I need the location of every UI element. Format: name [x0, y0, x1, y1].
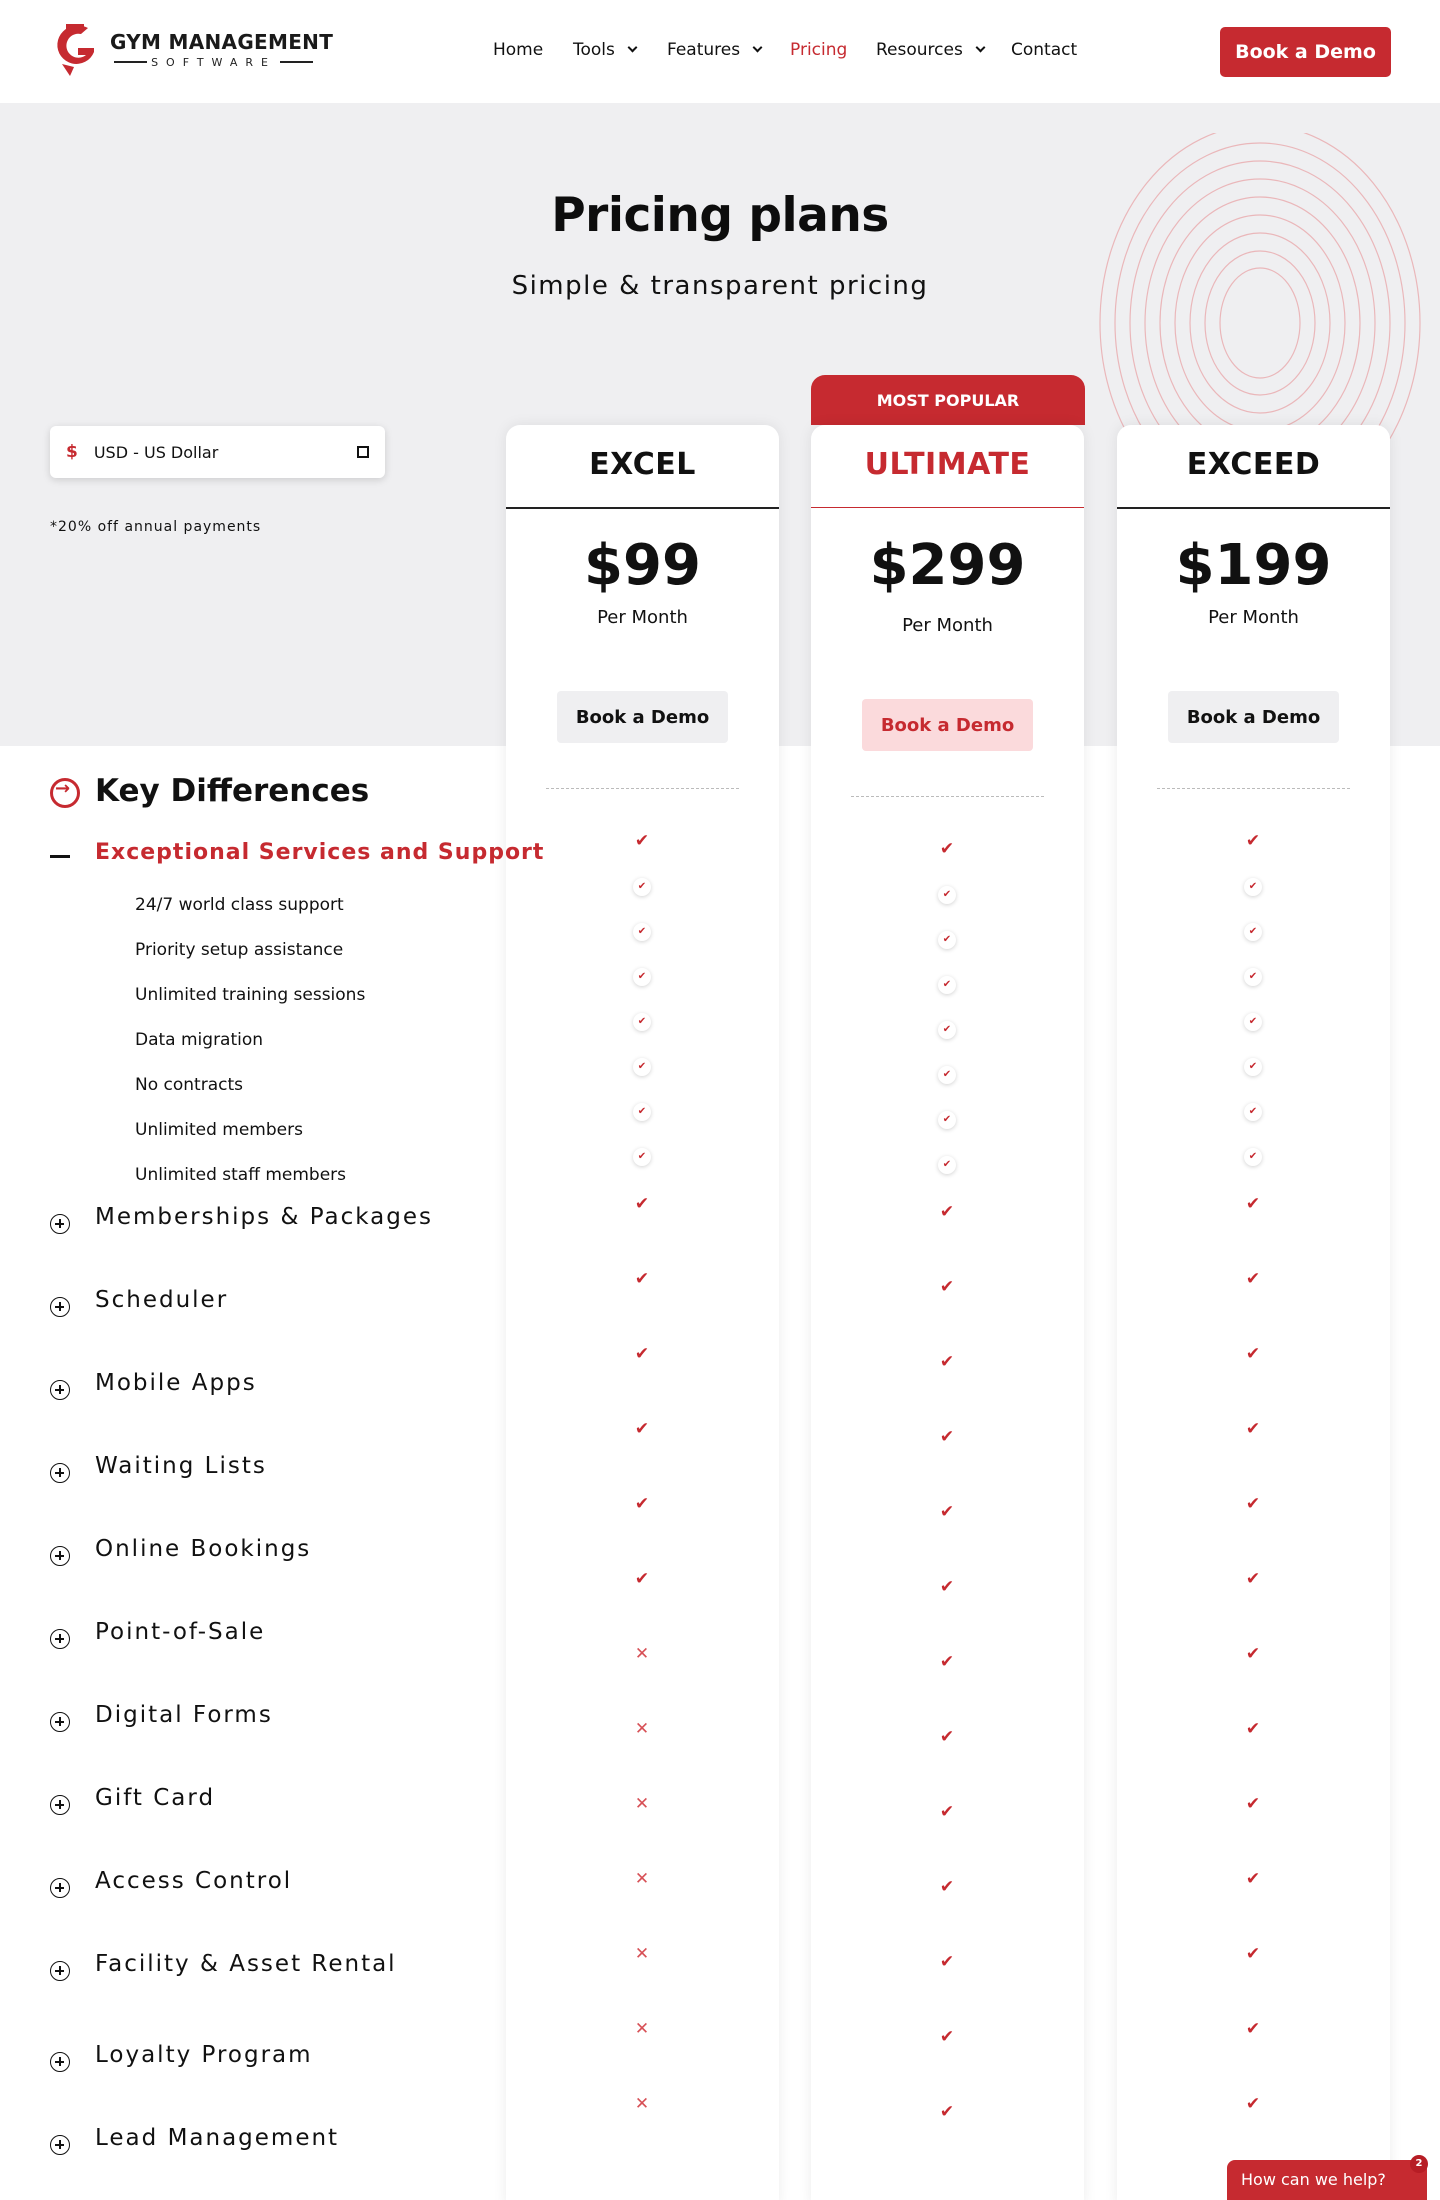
check-icon: ✔	[634, 831, 650, 851]
check-icon: ✔	[634, 1344, 650, 1364]
check-icon: ✔	[938, 1156, 956, 1174]
nav-resources[interactable]: Resources	[876, 40, 984, 60]
dropdown-toggle-icon[interactable]	[357, 446, 369, 458]
check-icon: ✔	[938, 1066, 956, 1084]
check-icon: ✔	[939, 1652, 955, 1672]
check-icon: ✔	[938, 1111, 956, 1129]
check-icon: ✔	[939, 839, 955, 859]
service-item: No contracts	[135, 1075, 243, 1095]
check-icon: ✔	[634, 1494, 650, 1514]
expand-icon[interactable]	[50, 1795, 70, 1815]
check-icon: ✔	[1244, 878, 1262, 896]
expand-icon[interactable]	[50, 1712, 70, 1732]
expand-icon[interactable]	[50, 1463, 70, 1483]
nav-pricing[interactable]: Pricing	[790, 40, 848, 60]
check-icon: ✔	[1245, 1944, 1261, 1964]
expand-icon[interactable]	[50, 1961, 70, 1981]
arrow-circle-icon	[50, 778, 80, 808]
check-icon: ✔	[633, 1103, 651, 1121]
check-icon: ✔	[1245, 1644, 1261, 1664]
service-item: Unlimited staff members	[135, 1165, 346, 1185]
check-icon: ✔	[938, 931, 956, 949]
check-icon: ✔	[1245, 1869, 1261, 1889]
section-heading-services-support[interactable]: Exceptional Services and Support	[95, 840, 545, 865]
cross-icon: ✕	[634, 1719, 650, 1739]
check-icon: ✔	[939, 1727, 955, 1747]
check-icon: ✔	[634, 1419, 650, 1439]
feature-row-label[interactable]: Waiting Lists	[95, 1453, 267, 1479]
plan-price: $99	[584, 533, 701, 598]
key-differences-title: Key Differences	[95, 773, 370, 809]
plan-book-demo-button[interactable]: Book a Demo	[862, 699, 1033, 751]
check-icon: ✔	[939, 1352, 955, 1372]
expand-icon[interactable]	[50, 1629, 70, 1649]
page-subtitle: Simple & transparent pricing	[511, 271, 929, 301]
check-icon: ✔	[938, 1021, 956, 1039]
feature-row-label[interactable]: Loyalty Program	[95, 2042, 313, 2068]
check-icon: ✔	[939, 1202, 955, 1222]
cross-icon: ✕	[634, 1644, 650, 1664]
check-icon: ✔	[938, 886, 956, 904]
book-demo-button[interactable]: Book a Demo	[1220, 27, 1391, 77]
divider	[811, 507, 1084, 508]
feature-row-label[interactable]: Digital Forms	[95, 1702, 273, 1728]
plan-name: EXCEL	[589, 447, 696, 482]
currency-selector[interactable]	[50, 426, 385, 478]
check-icon: ✔	[633, 968, 651, 986]
expand-icon[interactable]	[50, 1546, 70, 1566]
plan-period: Per Month	[1208, 607, 1299, 628]
plan-card-exceed	[1117, 425, 1390, 2200]
plan-name: ULTIMATE	[864, 447, 1031, 482]
expand-icon[interactable]	[50, 2052, 70, 2072]
service-item: 24/7 world class support	[135, 895, 344, 915]
nav-features[interactable]: Features	[667, 40, 761, 60]
check-icon: ✔	[634, 1194, 650, 1214]
chevron-down-icon	[975, 43, 985, 53]
service-item: Unlimited training sessions	[135, 985, 366, 1005]
feature-row-label[interactable]: Access Control	[95, 1868, 293, 1894]
check-icon: ✔	[634, 1569, 650, 1589]
plan-book-demo-button[interactable]: Book a Demo	[1168, 691, 1339, 743]
check-icon: ✔	[939, 1802, 955, 1822]
check-icon: ✔	[939, 2102, 955, 2122]
check-icon: ✔	[939, 1427, 955, 1447]
feature-row-label[interactable]: Memberships & Packages	[95, 1204, 434, 1230]
plan-book-demo-button[interactable]: Book a Demo	[557, 691, 728, 743]
check-icon: ✔	[1245, 1344, 1261, 1364]
expand-icon[interactable]	[50, 2135, 70, 2155]
feature-row-label[interactable]: Scheduler	[95, 1287, 229, 1313]
feature-row-label[interactable]: Lead Management	[95, 2125, 340, 2151]
expand-icon[interactable]	[50, 1878, 70, 1898]
page-title: Pricing plans	[551, 188, 889, 243]
plan-period: Per Month	[902, 615, 993, 636]
check-icon: ✔	[938, 976, 956, 994]
check-icon: ✔	[1244, 1058, 1262, 1076]
chat-widget-button[interactable]: How can we help?	[1227, 2160, 1427, 2200]
check-icon: ✔	[1244, 1103, 1262, 1121]
divider	[851, 796, 1044, 797]
check-icon: ✔	[939, 2027, 955, 2047]
expand-icon[interactable]	[50, 1297, 70, 1317]
expand-icon[interactable]	[50, 1214, 70, 1234]
divider	[546, 788, 739, 789]
check-icon: ✔	[1245, 831, 1261, 851]
nav-tools[interactable]: Tools	[573, 40, 636, 60]
divider	[1117, 507, 1390, 509]
check-icon: ✔	[1244, 1013, 1262, 1031]
feature-row-label[interactable]: Facility & Asset Rental	[95, 1951, 397, 1977]
collapse-icon[interactable]	[50, 855, 70, 858]
cross-icon: ✕	[634, 2094, 650, 2114]
check-icon: ✔	[1245, 1719, 1261, 1739]
plan-card-excel	[506, 425, 779, 2200]
annual-discount-note: *20% off annual payments	[50, 519, 262, 535]
plan-price: $199	[1175, 533, 1332, 598]
check-icon: ✔	[939, 1577, 955, 1597]
chevron-down-icon	[753, 43, 763, 53]
site-header	[0, 0, 1440, 103]
logo-icon[interactable]	[50, 20, 100, 80]
check-icon: ✔	[1245, 1419, 1261, 1439]
plan-period: Per Month	[597, 607, 688, 628]
check-icon: ✔	[1245, 1569, 1261, 1589]
check-icon: ✔	[1245, 1269, 1261, 1289]
currency-label: USD - US Dollar	[93, 442, 219, 462]
chevron-down-icon	[627, 43, 637, 53]
dollar-icon: $	[66, 442, 78, 462]
feature-row-label[interactable]: Gift Card	[95, 1785, 216, 1811]
nav-contact[interactable]: Contact	[1011, 40, 1078, 60]
nav-home[interactable]: Home	[493, 40, 544, 60]
check-icon: ✔	[1245, 1494, 1261, 1514]
check-icon: ✔	[1244, 923, 1262, 941]
brand-name[interactable]: GYM MANAGEMENT	[110, 30, 334, 54]
cross-icon: ✕	[634, 1869, 650, 1889]
check-icon: ✔	[939, 1502, 955, 1522]
check-icon: ✔	[1245, 2094, 1261, 2114]
check-icon: ✔	[939, 1952, 955, 1972]
feature-row-label[interactable]: Mobile Apps	[95, 1370, 257, 1396]
divider	[506, 507, 779, 509]
check-icon: ✔	[633, 1148, 651, 1166]
check-icon: ✔	[939, 1277, 955, 1297]
service-item: Priority setup assistance	[135, 940, 344, 960]
check-icon: ✔	[1245, 2019, 1261, 2039]
check-icon: ✔	[633, 1013, 651, 1031]
service-item: Data migration	[135, 1030, 264, 1050]
plan-name: EXCEED	[1186, 447, 1321, 482]
check-icon: ✔	[1245, 1194, 1261, 1214]
check-icon: ✔	[633, 923, 651, 941]
cross-icon: ✕	[634, 1794, 650, 1814]
check-icon: ✔	[1244, 1148, 1262, 1166]
divider	[1157, 788, 1350, 789]
check-icon: ✔	[633, 878, 651, 896]
check-icon: ✔	[634, 1269, 650, 1289]
feature-row-label[interactable]: Online Bookings	[95, 1536, 312, 1562]
cross-icon: ✕	[634, 2019, 650, 2039]
check-icon: ✔	[633, 1058, 651, 1076]
chat-notification-badge: 2	[1410, 2155, 1428, 2173]
service-item: Unlimited members	[135, 1120, 303, 1140]
cross-icon: ✕	[634, 1944, 650, 1964]
check-icon: ✔	[1245, 1794, 1261, 1814]
expand-icon[interactable]	[50, 1380, 70, 1400]
plan-price: $299	[869, 533, 1026, 598]
check-icon: ✔	[939, 1877, 955, 1897]
most-popular-badge: MOST POPULAR	[811, 375, 1085, 425]
check-icon: ✔	[1244, 968, 1262, 986]
feature-row-label[interactable]: Point-of-Sale	[95, 1619, 266, 1645]
plan-card-ultimate	[811, 425, 1084, 2200]
brand-tagline: SOFTWARE	[110, 55, 317, 69]
